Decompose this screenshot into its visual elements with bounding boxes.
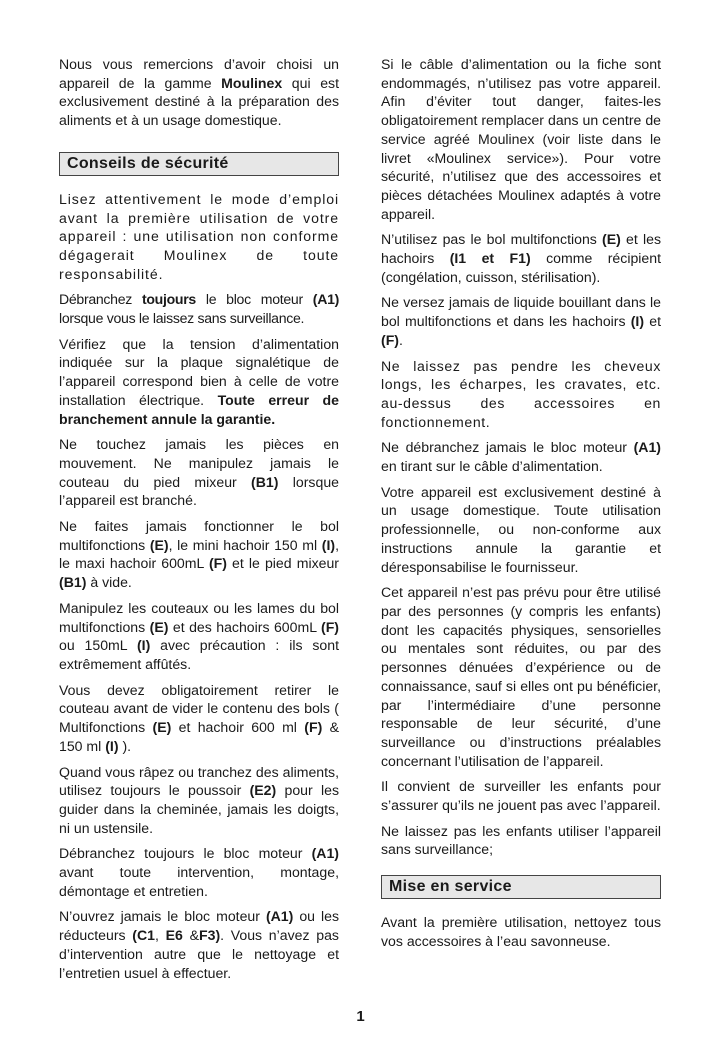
hair-paragraph: Ne laissez pas pendre les cheveux longs, les écharpes, les cravates, etc. au-dessus des accessoires en fonctionnement.: [381, 357, 661, 430]
read-manual-paragraph: Lisez attentivement le mode d’emploi avant la première utilisation de votre appareil : une utilisation non conforme dégagerait Moulinex de toute responsabilité.: [59, 190, 339, 282]
unplug-maintenance-paragraph: Débranchez toujours le bloc moteur (A1) avant toute intervention, montage, démontage et entretien.: [59, 845, 339, 899]
damaged-cable-paragraph: Si le câble d’alimentation ou la fiche sont endommagés, n’utilisez pas votre appareil. Afin d’éviter tout danger, faites-les obligatoirement remplacer dans un centre de service agréé Moulinex (voir liste dans le livret «Moulinex service»). Pour votre sécurité, n’utilisez que des accessoires et pièces détachées Moulinex adaptés à votre appareil.: [381, 56, 661, 222]
container-use-paragraph: N’utilisez pas le bol multifonctions (E) et les hachoirs (I1 et F1) comme récipient (congélation, cuisson, stérilisation).: [381, 231, 662, 285]
safety-heading: Conseils de sécurité: [59, 152, 339, 176]
left-column: [59, 55, 339, 989]
empty-operation-paragraph: Ne faites jamais fonctionner le bol multifonctions (E), le mini hachoir 150 ml (I), le maxi hachoir 600mL (F) et le pied mixeur (B1) à vide.: [59, 518, 340, 591]
moving-parts-paragraph: Ne touchez jamais les pièces en mouvement. Ne manipulez jamais le couteau du pied mixeur (B1) lorsque l’appareil est branché.: [59, 436, 339, 509]
page-number: 1: [356, 1008, 365, 1025]
right-column: [381, 55, 661, 958]
setup-heading: Mise en service: [381, 875, 661, 899]
cable-pull-paragraph: Ne débranchez jamais le bloc moteur (A1) en tirant sur le câble d’alimentation.: [381, 439, 661, 475]
children-use-paragraph: Ne laissez pas les enfants utiliser l’appareil sans surveillance;: [381, 822, 661, 858]
pusher-paragraph: Quand vous râpez ou tranchez des aliments, utilisez toujours le poussoir (E2) pour les guider dans la cheminée, jamais les doigts, ni un ustensile.: [59, 763, 339, 836]
blades-paragraph: Manipulez les couteaux ou les lames du bol multifonctions (E) et des hachoirs 600mL (F) ou 150mL (I) avec précaution : ils sont extrêmement affûtés.: [59, 599, 340, 672]
first-use-paragraph: Avant la première utilisation, nettoyez tous vos accessoires à l’eau savonneuse.: [381, 914, 661, 949]
children-supervision-paragraph: Il convient de surveiller les enfants pour s’assurer qu’ils ne jouent pas avec l’appareil.: [381, 778, 661, 814]
boiling-liquid-paragraph: Ne versez jamais de liquide bouillant dans le bol multifonctions et dans les hachoirs (I) et (F).: [381, 294, 661, 348]
voltage-paragraph: Vérifiez que la tension d’alimentation indiquée sur la plaque signalétique de l’appareil correspond bien à celle de votre installation électrique. Toute erreur de branchement annule la garantie.: [59, 335, 339, 427]
unplug-paragraph: Débranchez toujours le bloc moteur (A1) lorsque vous le laissez sans surveillance.: [59, 291, 339, 327]
domestic-use-paragraph: Votre appareil est exclusivement destiné à un usage domestique. Toute utilisation professionnelle, ou non-conforme aux instructions annule la garantie et déresponsabilise le fournisseur.: [381, 483, 661, 575]
intro-paragraph: Nous vous remercions d’avoir choisi un appareil de la gamme Moulinex qui est exclusivement destiné à la préparation des aliments et à un usage domestique.: [59, 56, 339, 129]
reduced-capacity-paragraph: Cet appareil n’est pas prévu pour être utilisé par des personnes (y compris les enfants) dont les capacités physiques, sensorielles ou mentales sont réduites, ou par des personnes dénuées d’expérience ou de connaissance, sauf si elles ont pu bénéficier, par l’intermédiaire d’une personne responsable de leur sécurité, d’une surveillance ou d’instructions préalables concernant l’utilisation de l’appareil.: [381, 584, 661, 769]
remove-blade-paragraph: Vous devez obligatoirement retirer le couteau avant de vider le contenu des bols ( Multifonctions (E) et hachoir 600 ml (F) & 150 ml (I) ).: [59, 681, 339, 754]
do-not-open-paragraph: N’ouvrez jamais le bloc moteur (A1) ou les réducteurs (C1, E6 &F3). Vous n’avez pas d’intervention autre que le nettoyage et l’entretien usuel à effectuer.: [59, 908, 339, 981]
